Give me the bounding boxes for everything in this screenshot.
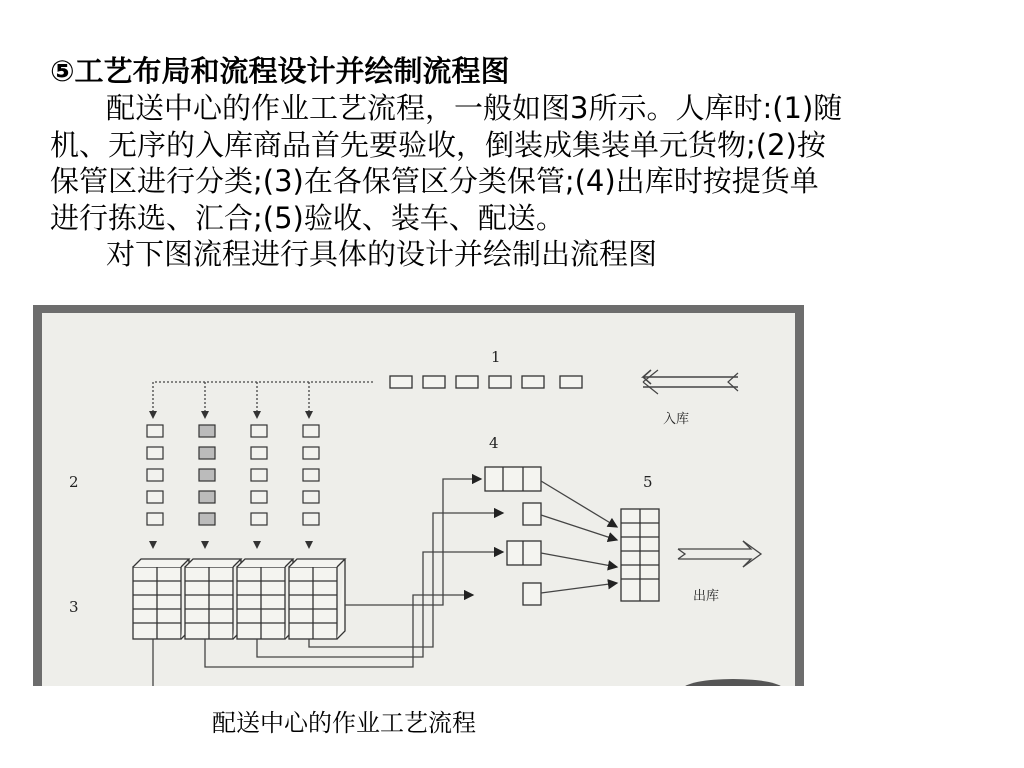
storage-blocks [133,559,345,639]
section-heading: ⑤工艺布局和流程设计并绘制流程图 [50,54,510,88]
paragraph-line: 对下图流程进行具体的设计并绘制出流程图 [106,237,658,271]
label-2: 2 [69,473,79,491]
label-3: 3 [69,598,79,616]
body-paragraph [50,90,970,273]
label-5: 5 [643,473,653,491]
consolidation-stack [621,509,659,601]
outbound-label: 出库 [693,589,720,604]
paragraph-line: 保管区进行分类;(3)在各保管区分类保管;(4)出库时按提货单 [50,164,819,198]
paragraph-line: 机、无序的入库商品首先要验收，倒装成集装单元货物;(2)按 [50,127,826,162]
paragraph-line: 进行拣选、汇合;(5)验收、装车、配送。 [50,200,565,235]
figure-caption: 配送中心的作业工艺流程 [212,709,476,737]
label-1: 1 [491,348,501,366]
flow-diagram [33,305,804,686]
inbound-label: 入库 [663,412,690,427]
process-flow-figure [33,305,804,686]
paragraph-line: 配送中心的作业工艺流程，一般如图3所示。人库时:(1)随 [106,91,843,125]
label-4: 4 [489,434,499,452]
